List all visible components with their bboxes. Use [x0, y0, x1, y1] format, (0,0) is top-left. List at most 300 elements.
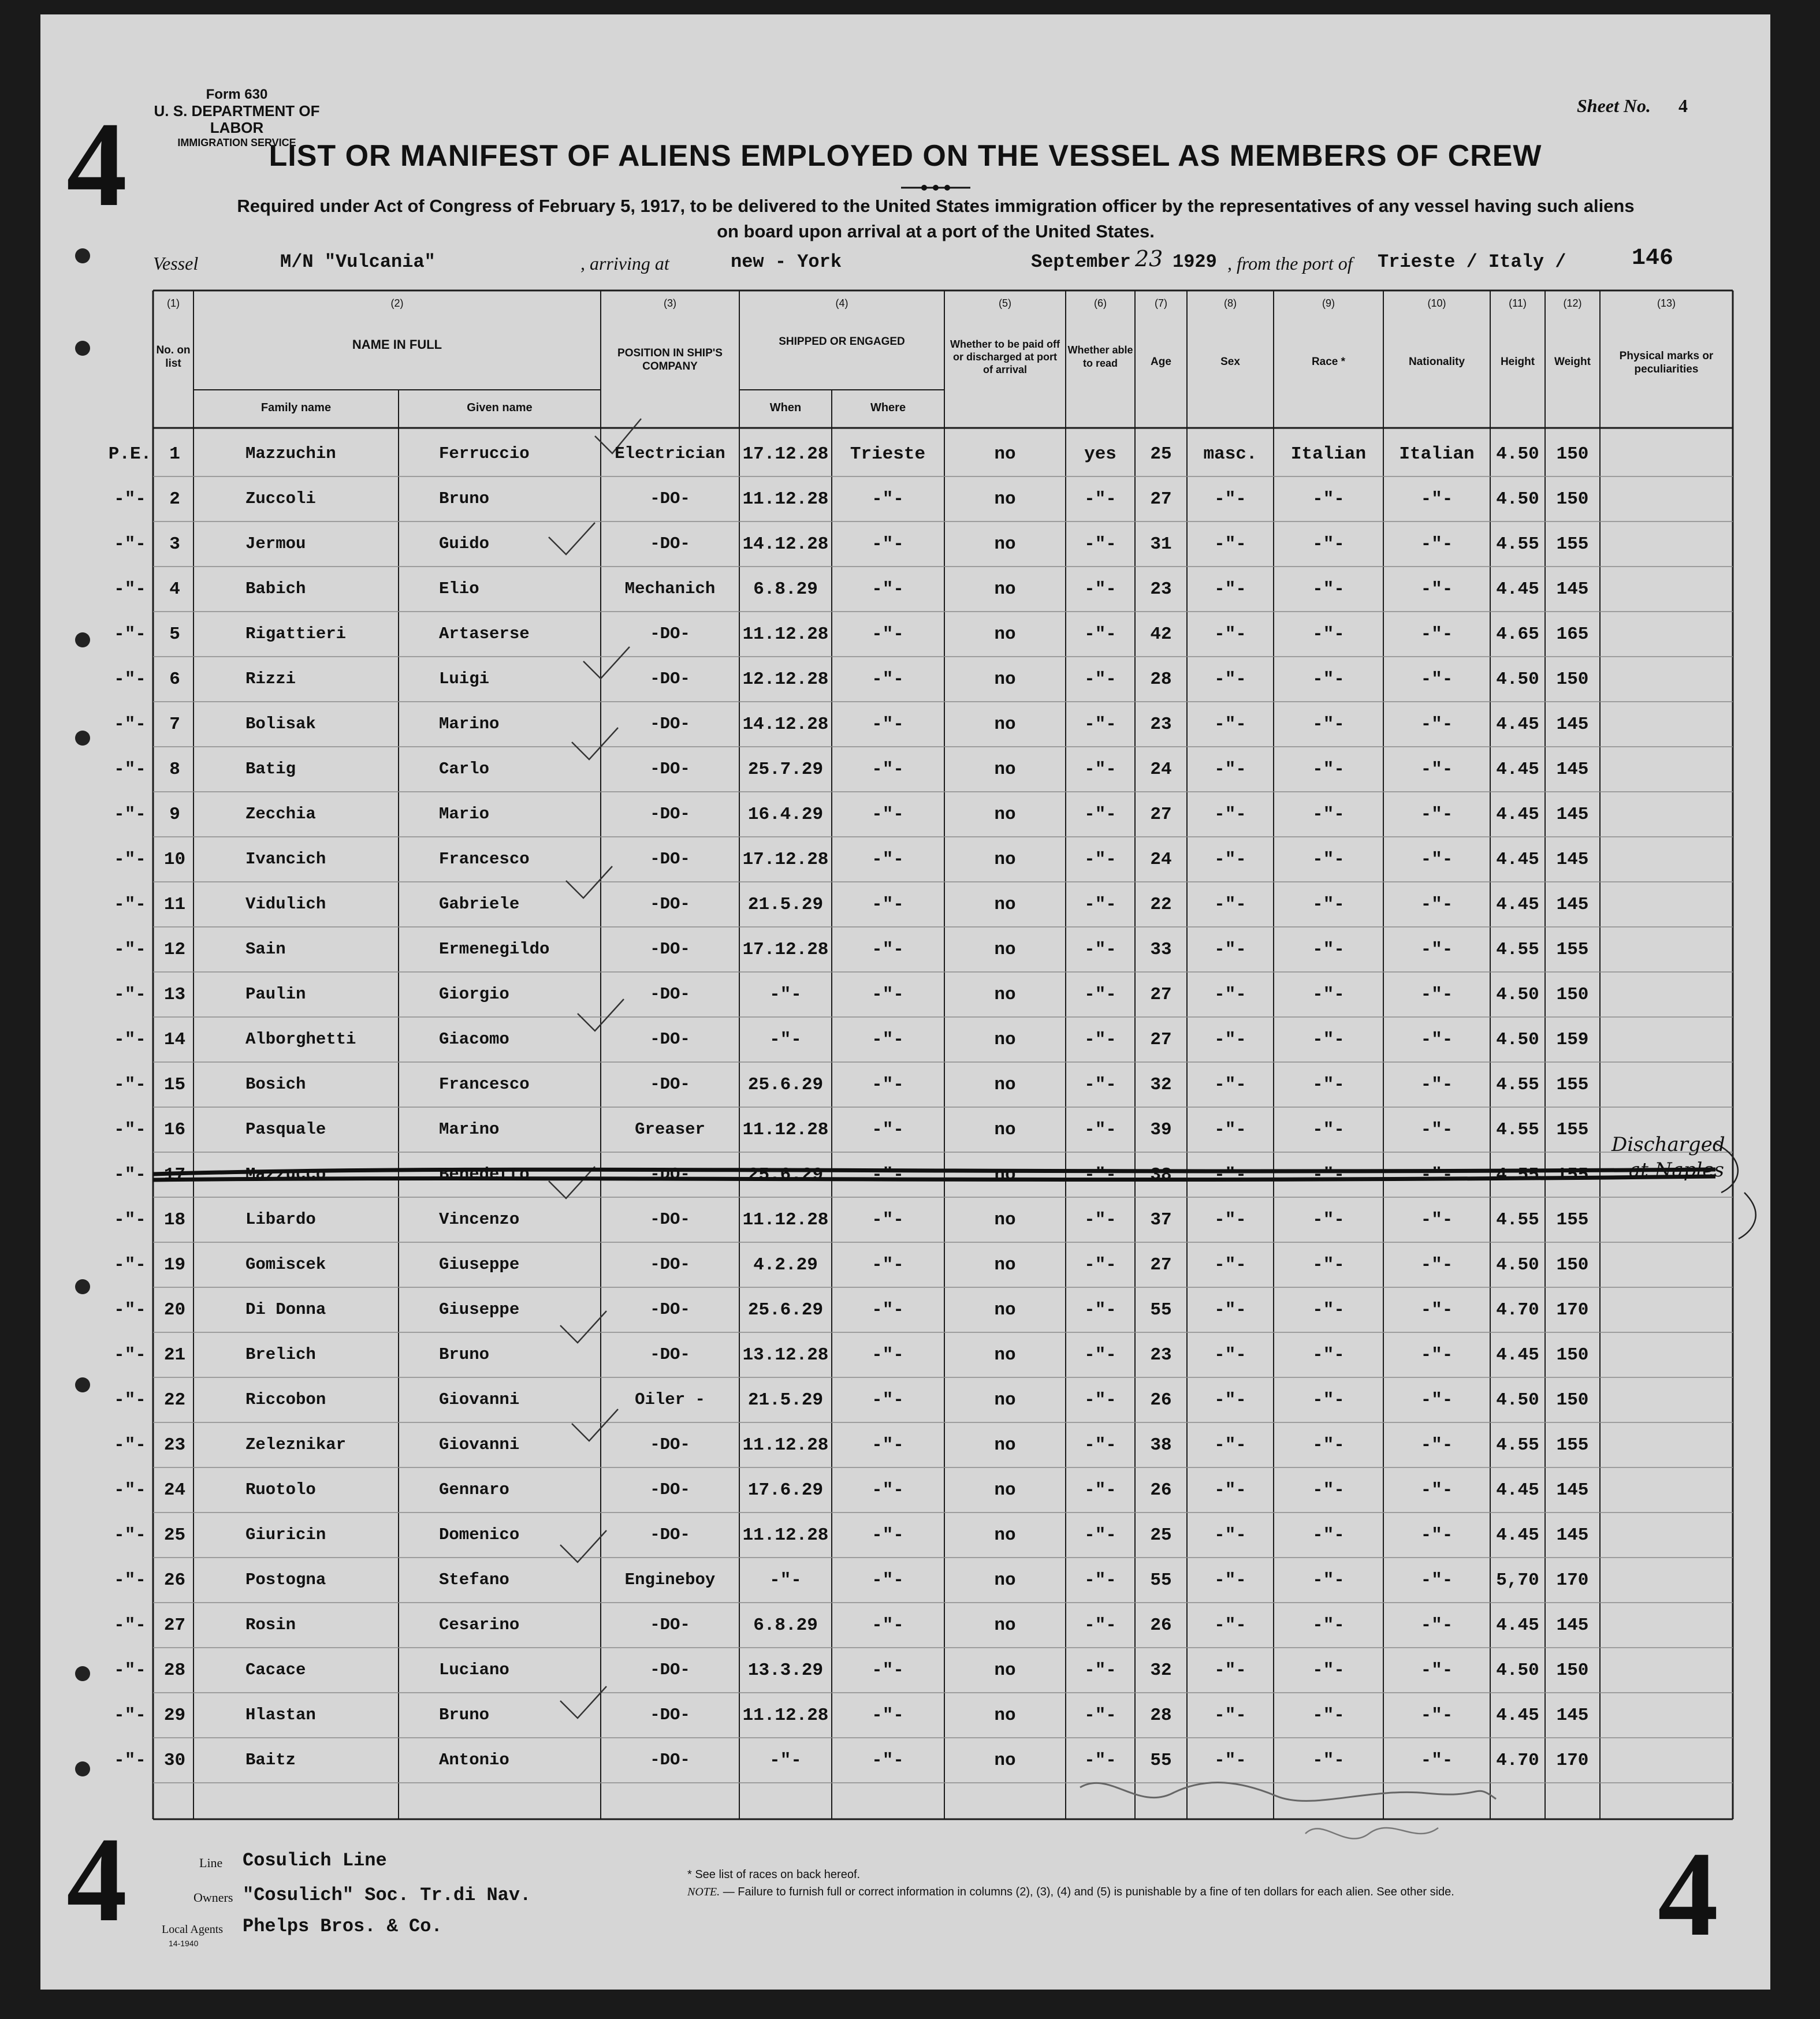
cell-read: -"- — [1084, 985, 1116, 1005]
cell-family: Pasquale — [245, 1120, 326, 1139]
cell-sex: -"- — [1214, 940, 1246, 960]
department-name: U. S. DEPARTMENT OF LABOR — [154, 102, 320, 137]
cell-given: Cesarino — [439, 1615, 520, 1634]
sheet-sequence-number: 146 — [1632, 245, 1674, 271]
cell-position: -DO- — [650, 1210, 690, 1229]
cell-race: -"- — [1312, 1210, 1345, 1230]
cell-no: 19 — [163, 1255, 186, 1275]
cell-paid: no — [994, 1435, 1016, 1455]
cell-read: -"- — [1084, 579, 1116, 599]
cell-paid: no — [994, 714, 1016, 735]
cell-age: 27 — [1150, 1255, 1172, 1275]
discharged-line-1: Discharged — [1611, 1133, 1725, 1156]
col-num-9: (9) — [1322, 297, 1335, 309]
cell-family: Ruotolo — [245, 1480, 316, 1499]
cell-family: Rizzi — [245, 669, 296, 688]
cell-height: 4.55 — [1496, 1120, 1539, 1140]
cell-nat: -"- — [1420, 1570, 1453, 1590]
cell-no: 30 — [163, 1750, 186, 1771]
cell-nat: -"- — [1420, 1525, 1453, 1545]
cell-race: -"- — [1312, 579, 1345, 599]
cell-weight: 159 — [1556, 1030, 1589, 1050]
cell-race: -"- — [1312, 1750, 1345, 1771]
cell-paid: no — [994, 1075, 1016, 1095]
header-race: Race * — [1311, 356, 1346, 368]
cell-family: Gomiscek — [245, 1255, 326, 1274]
cell-race: -"- — [1312, 1570, 1345, 1590]
cell-read: -"- — [1084, 1525, 1116, 1545]
cell-when: 25.7.29 — [747, 759, 824, 780]
cell-sex: -"- — [1214, 1345, 1246, 1365]
check-marks — [549, 419, 641, 1718]
cell-height: 5,70 — [1496, 1570, 1539, 1590]
vessel-name: M/N "Vulcania" — [280, 251, 436, 273]
owners-label: Owners — [193, 1890, 233, 1905]
cell-position: -DO- — [650, 759, 690, 778]
cell-given: Domenico — [439, 1525, 520, 1544]
owners-value: "Cosulich" Soc. Tr.di Nav. — [243, 1884, 531, 1906]
cell-paid: no — [994, 624, 1016, 645]
cell-when: 6.8.29 — [753, 579, 818, 599]
cell-height: 4.55 — [1496, 1075, 1539, 1095]
cell-read: -"- — [1084, 1165, 1116, 1185]
cell-height: 4.45 — [1496, 895, 1539, 915]
cell-family: Bolisak — [245, 714, 316, 733]
cell-pre: -"- — [114, 624, 146, 645]
cell-age: 24 — [1150, 759, 1172, 780]
cell-race: -"- — [1312, 1255, 1345, 1275]
cell-weight: 145 — [1556, 1525, 1589, 1545]
cell-no: 10 — [163, 850, 186, 870]
cell-where: -"- — [872, 1120, 904, 1140]
cell-sex: -"- — [1214, 1705, 1246, 1726]
cell-sex: -"- — [1214, 1300, 1246, 1320]
cell-where: -"- — [872, 669, 904, 690]
cell-no: 22 — [163, 1390, 186, 1410]
cell-height: 4.70 — [1496, 1300, 1539, 1320]
cell-no: 7 — [169, 714, 180, 735]
cell-position: Mechanich — [624, 579, 716, 598]
cell-family: Mazzuchin — [245, 444, 336, 463]
cell-weight: 155 — [1556, 1210, 1589, 1230]
cell-read: -"- — [1084, 1210, 1116, 1230]
cell-age: 24 — [1150, 850, 1172, 870]
cell-position: -DO- — [650, 1075, 690, 1094]
cell-where: -"- — [872, 1210, 904, 1230]
cell-height: 4.55 — [1496, 1210, 1539, 1230]
cell-when: 25.6.29 — [747, 1300, 824, 1320]
cell-nat: -"- — [1420, 1480, 1453, 1500]
cell-age: 25 — [1150, 444, 1172, 464]
header-weight: Weight — [1554, 356, 1591, 368]
header-position: POSITION IN SHIP'S COMPANY — [617, 347, 723, 372]
from-port: Trieste / Italy / — [1378, 251, 1566, 273]
cell-height: 4.55 — [1496, 534, 1539, 554]
cell-where: -"- — [872, 1255, 904, 1275]
cell-family: Hlastan — [245, 1705, 316, 1724]
cell-age: 26 — [1150, 1615, 1172, 1636]
cell-where: -"- — [872, 940, 904, 960]
cell-pre: -"- — [114, 669, 146, 690]
cell-sex: masc. — [1203, 444, 1257, 464]
cell-age: 42 — [1150, 624, 1172, 645]
cell-height: 4.45 — [1496, 1525, 1539, 1545]
cell-race: -"- — [1312, 1165, 1345, 1185]
cell-weight: 150 — [1556, 489, 1589, 509]
cell-pre: -"- — [114, 1120, 146, 1140]
officer-signature-scribble — [1080, 1782, 1496, 1801]
cell-nat: Italian — [1399, 444, 1475, 464]
cell-when: 25.6.29 — [747, 1165, 824, 1185]
cell-nat: -"- — [1420, 669, 1453, 690]
cell-weight: 150 — [1556, 1345, 1589, 1365]
cell-read: -"- — [1084, 1390, 1116, 1410]
cell-read: -"- — [1084, 1345, 1116, 1365]
cell-where: -"- — [872, 489, 904, 509]
cell-when: 14.12.28 — [742, 534, 829, 554]
col-num-4: (4) — [835, 297, 848, 309]
cell-no: 12 — [163, 940, 186, 960]
cell-sex: -"- — [1214, 534, 1246, 554]
cell-race: -"- — [1312, 895, 1345, 915]
cell-given: Francesco — [439, 850, 530, 869]
cell-age: 23 — [1150, 714, 1172, 735]
cell-weight: 170 — [1556, 1300, 1589, 1320]
cell-position: -DO- — [650, 1705, 690, 1724]
cell-sex: -"- — [1214, 714, 1246, 735]
cell-paid: no — [994, 1570, 1016, 1590]
cell-given: Giacomo — [439, 1030, 509, 1049]
cell-position: -DO- — [650, 985, 690, 1004]
cell-nat: -"- — [1420, 1660, 1453, 1681]
cell-family: Zuccoli — [245, 489, 316, 508]
cell-sex: -"- — [1214, 1435, 1246, 1455]
cell-weight: 145 — [1556, 1615, 1589, 1636]
cell-age: 28 — [1150, 1705, 1172, 1726]
cell-weight: 150 — [1556, 1255, 1589, 1275]
cell-where: -"- — [872, 1345, 904, 1365]
cell-read: yes — [1084, 444, 1116, 464]
discharged-annotation — [1611, 1132, 1725, 1183]
cell-weight: 145 — [1556, 895, 1589, 915]
cell-pre: -"- — [114, 579, 146, 599]
cell-age: 26 — [1150, 1480, 1172, 1500]
subtitle-line-2: on board upon arrival at a port of the United States. — [717, 221, 1155, 241]
cell-sex: -"- — [1214, 624, 1246, 645]
cell-weight: 155 — [1556, 940, 1589, 960]
cell-position: -DO- — [650, 1435, 690, 1454]
cell-given: Marino — [439, 1120, 500, 1139]
cell-paid: no — [994, 1255, 1016, 1275]
cell-read: -"- — [1084, 1750, 1116, 1771]
vessel-label: Vessel — [153, 253, 199, 274]
cell-height: 4.55 — [1496, 1435, 1539, 1455]
cell-when: 12.12.28 — [742, 669, 829, 690]
cell-given: Giuseppe — [439, 1300, 520, 1319]
cell-paid: no — [994, 895, 1016, 915]
cell-nat: -"- — [1420, 624, 1453, 645]
service-name: IMMIGRATION SERVICE — [177, 137, 296, 149]
cell-position: -DO- — [650, 895, 690, 914]
cell-pre: -"- — [114, 1615, 146, 1636]
cell-age: 33 — [1150, 940, 1172, 960]
cell-sex: -"- — [1214, 1480, 1246, 1500]
form-number: Form 630 — [206, 87, 268, 102]
cell-nat: -"- — [1420, 850, 1453, 870]
cell-age: 23 — [1150, 579, 1172, 599]
cell-when: 11.12.28 — [742, 489, 829, 509]
cell-position: -DO- — [650, 940, 690, 959]
cell-race: -"- — [1312, 1075, 1345, 1095]
cell-no: 1 — [169, 444, 180, 464]
cell-given: Antonio — [439, 1750, 509, 1770]
cell-age: 25 — [1150, 1525, 1172, 1545]
cell-nat: -"- — [1420, 1705, 1453, 1726]
cell-paid: no — [994, 1120, 1016, 1140]
cell-height: 4.50 — [1496, 489, 1539, 509]
cell-no: 13 — [163, 985, 186, 1005]
col-num-2: (2) — [390, 297, 404, 309]
header-physical-marks: Physical marks or peculiarities — [1619, 350, 1714, 375]
cell-family: Rosin — [245, 1615, 296, 1634]
cell-where: -"- — [872, 850, 904, 870]
cell-family: Paulin — [245, 985, 306, 1004]
cell-position: -DO- — [650, 1165, 690, 1184]
cell-race: -"- — [1312, 1615, 1345, 1636]
cell-paid: no — [994, 1480, 1016, 1500]
arrival-month: September — [1031, 251, 1131, 273]
cell-height: 4.45 — [1496, 850, 1539, 870]
cell-race: -"- — [1312, 1480, 1345, 1500]
cell-weight: 170 — [1556, 1750, 1589, 1771]
cell-given: Benedetto — [439, 1165, 530, 1184]
cell-where: -"- — [872, 1300, 904, 1320]
cell-paid: no — [994, 1030, 1016, 1050]
cell-nat: -"- — [1420, 1390, 1453, 1410]
cell-position: -DO- — [650, 714, 690, 733]
cell-height: 4.45 — [1496, 1705, 1539, 1726]
cell-nat: -"- — [1420, 1210, 1453, 1230]
page-title: LIST OR MANIFEST OF ALIENS EMPLOYED ON THE VESSEL AS MEMBERS OF CREW — [269, 139, 1542, 173]
cell-pre: -"- — [114, 1480, 146, 1500]
cell-pre: -"- — [114, 1075, 146, 1095]
cell-where: -"- — [872, 804, 904, 825]
cell-no: 3 — [169, 534, 180, 554]
cell-height: 4.45 — [1496, 759, 1539, 780]
cell-where: -"- — [872, 1750, 904, 1771]
arrival-day: 23 — [1135, 246, 1163, 271]
cell-family: Batig — [245, 759, 296, 778]
cell-where: -"- — [872, 579, 904, 599]
cell-race: -"- — [1312, 1120, 1345, 1140]
cell-sex: -"- — [1214, 579, 1246, 599]
cell-family: Baitz — [245, 1750, 296, 1770]
cell-paid: no — [994, 1390, 1016, 1410]
cell-given: Artaserse — [439, 624, 530, 643]
cell-given: Marino — [439, 714, 500, 733]
col-num-7: (7) — [1155, 297, 1167, 309]
cell-nat: -"- — [1420, 940, 1453, 960]
cell-read: -"- — [1084, 534, 1116, 554]
header-shipped-engaged: SHIPPED OR ENGAGED — [779, 336, 905, 348]
failure-note — [687, 1886, 1454, 1899]
cell-no: 27 — [163, 1615, 186, 1636]
cell-pre: -"- — [114, 1255, 146, 1275]
cell-sex: -"- — [1214, 1210, 1246, 1230]
races-note: * See list of races on back hereof. — [687, 1868, 861, 1881]
cell-pre: -"- — [114, 895, 146, 915]
cell-sex: -"- — [1214, 1075, 1246, 1095]
cell-age: 55 — [1150, 1570, 1172, 1590]
cell-family: Jermou — [245, 534, 306, 553]
cell-given: Giovanni — [439, 1435, 520, 1454]
cell-when: 11.12.28 — [742, 1525, 829, 1545]
cell-given: Luciano — [439, 1660, 509, 1679]
header-sex: Sex — [1220, 356, 1240, 368]
cell-weight: 150 — [1556, 444, 1589, 464]
cell-paid: no — [994, 804, 1016, 825]
cell-race: -"- — [1312, 1030, 1345, 1050]
cell-age: 26 — [1150, 1390, 1172, 1410]
cell-no: 16 — [163, 1120, 186, 1140]
cell-position: -DO- — [650, 1480, 690, 1499]
cell-nat: -"- — [1420, 985, 1453, 1005]
cell-read: -"- — [1084, 1570, 1116, 1590]
cell-sex: -"- — [1214, 1255, 1246, 1275]
cell-paid: no — [994, 444, 1016, 464]
cell-nat: -"- — [1420, 489, 1453, 509]
header-given-name: Given name — [467, 401, 533, 414]
cell-race: -"- — [1312, 1300, 1345, 1320]
cell-read: -"- — [1084, 1030, 1116, 1050]
cell-where: -"- — [872, 1480, 904, 1500]
col-num-12: (12) — [1563, 297, 1582, 309]
cell-sex: -"- — [1214, 1030, 1246, 1050]
cell-weight: 155 — [1556, 534, 1589, 554]
cell-given: Bruno — [439, 1705, 490, 1724]
cell-sex: -"- — [1214, 669, 1246, 690]
cell-pre: -"- — [114, 1345, 146, 1365]
from-label: , from the port of — [1227, 253, 1353, 274]
cell-race: -"- — [1312, 1705, 1345, 1726]
cell-where: -"- — [872, 895, 904, 915]
cell-weight: 145 — [1556, 804, 1589, 825]
cell-race: -"- — [1312, 1345, 1345, 1365]
cell-nat: -"- — [1420, 534, 1453, 554]
cell-race: -"- — [1312, 940, 1345, 960]
cell-height: 4.50 — [1496, 1390, 1539, 1410]
cell-height: 4.45 — [1496, 1615, 1539, 1636]
cell-race: -"- — [1312, 1435, 1345, 1455]
cell-weight: 145 — [1556, 714, 1589, 735]
corner-sheet-number: 4 — [66, 98, 127, 232]
cell-when: -"- — [769, 1570, 802, 1590]
arriving-port: new - York — [731, 251, 842, 273]
cell-sex: -"- — [1214, 895, 1246, 915]
cell-no: 8 — [169, 759, 180, 780]
cell-no: 28 — [163, 1660, 186, 1681]
col-num-3: (3) — [664, 297, 676, 309]
cell-pre: -"- — [114, 1435, 146, 1455]
cell-weight: 150 — [1556, 1660, 1589, 1681]
form-code: 14-1940 — [169, 1939, 199, 1948]
arriving-label: , arriving at — [580, 253, 669, 274]
cell-race: -"- — [1312, 1525, 1345, 1545]
cell-when: 16.4.29 — [747, 804, 824, 825]
cell-where: -"- — [872, 1615, 904, 1636]
cell-weight: 150 — [1556, 985, 1589, 1005]
cell-height: 4.50 — [1496, 669, 1539, 690]
cell-family: Mazzucco — [245, 1165, 326, 1184]
cell-read: -"- — [1084, 804, 1116, 825]
header-able-to-read: Whether able to read — [1067, 344, 1133, 369]
cell-read: -"- — [1084, 489, 1116, 509]
cell-family: Zecchia — [245, 804, 316, 824]
cell-when: -"- — [769, 1030, 802, 1050]
cell-height: 4.45 — [1496, 804, 1539, 825]
officer-initials-scribble — [1305, 1828, 1438, 1839]
cell-position: -DO- — [650, 804, 690, 824]
line-label: Line — [199, 1856, 223, 1870]
cell-weight: 150 — [1556, 1390, 1589, 1410]
cell-pre: -"- — [114, 1165, 146, 1185]
cell-given: Gabriele — [439, 895, 520, 914]
cell-nat: -"- — [1420, 1615, 1453, 1636]
cell-family: Brelich — [245, 1345, 316, 1364]
cell-when: 21.5.29 — [747, 895, 824, 915]
cell-family: Vidulich — [245, 895, 326, 914]
cell-given: Giovanni — [439, 1390, 520, 1409]
cell-read: -"- — [1084, 1615, 1116, 1636]
cell-weight: 145 — [1556, 850, 1589, 870]
cell-weight: 155 — [1556, 1120, 1589, 1140]
cell-where: -"- — [872, 759, 904, 780]
header-age: Age — [1151, 356, 1171, 368]
cell-when: 11.12.28 — [742, 1120, 829, 1140]
cell-read: -"- — [1084, 1255, 1116, 1275]
col-num-6: (6) — [1094, 297, 1107, 309]
cell-read: -"- — [1084, 1075, 1116, 1095]
cell-pre: -"- — [114, 714, 146, 735]
cell-when: 17.12.28 — [742, 444, 829, 464]
cell-no: 21 — [163, 1345, 186, 1365]
cell-age: 28 — [1150, 669, 1172, 690]
cell-where: -"- — [872, 1390, 904, 1410]
cell-position: -DO- — [650, 534, 690, 553]
note-label: NOTE. — [687, 1886, 720, 1898]
cell-sex: -"- — [1214, 1615, 1246, 1636]
cell-nat: -"- — [1420, 1300, 1453, 1320]
cell-race: -"- — [1312, 985, 1345, 1005]
cell-sex: -"- — [1214, 1750, 1246, 1771]
cell-paid: no — [994, 1165, 1016, 1185]
cell-nat: -"- — [1420, 895, 1453, 915]
cell-family: Ivancich — [245, 850, 326, 869]
cell-no: 11 — [163, 895, 186, 915]
cell-weight: 145 — [1556, 579, 1589, 599]
cell-position: Engineboy — [624, 1570, 716, 1589]
cell-where: -"- — [872, 1705, 904, 1726]
cell-sex: -"- — [1214, 985, 1246, 1005]
cell-race: -"- — [1312, 1660, 1345, 1681]
cell-family: Libardo — [245, 1210, 316, 1229]
cell-sex: -"- — [1214, 1390, 1246, 1410]
cell-when: 11.12.28 — [742, 1705, 829, 1726]
cell-no: 6 — [169, 669, 180, 690]
cell-race: -"- — [1312, 624, 1345, 645]
sheet-label: Sheet No. — [1577, 95, 1651, 116]
cell-height: 4.50 — [1496, 1660, 1539, 1681]
